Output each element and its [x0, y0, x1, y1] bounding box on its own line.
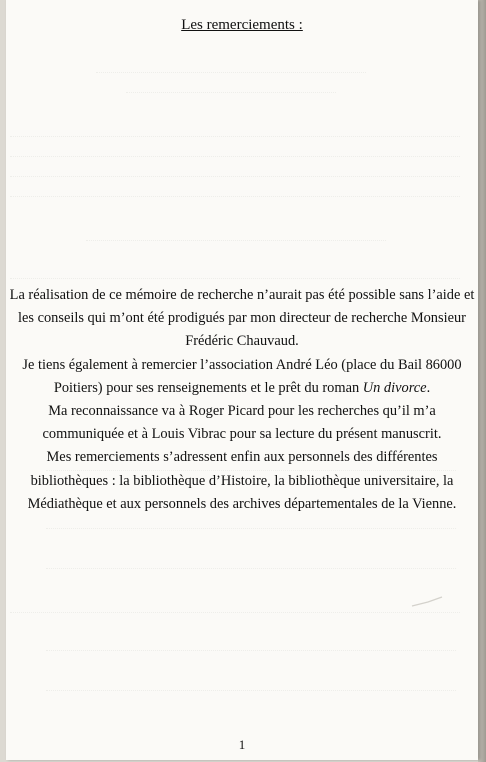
show-through-line: [10, 176, 460, 177]
show-through-line: [10, 612, 460, 613]
book-title: Un divorce: [362, 379, 427, 396]
show-through-line: [10, 196, 460, 197]
document-page: [6, 0, 478, 760]
paragraph-line: communiquée et à Louis Vibrac pour sa lecture du présent manuscrit.: [42, 426, 442, 443]
show-through-line: [10, 136, 460, 137]
paragraph-line: Je tiens également à remercier l’association André Léo (place du Bail 86000: [22, 356, 462, 373]
paragraph-line: bibliothèques : la bibliothèque d’Histoire, la bibliothèque universitaire, la: [30, 472, 454, 489]
show-through-line: [46, 568, 456, 569]
pen-mark-icon: [410, 596, 444, 608]
paragraph-line: Médiathèque et aux personnels des archives départementales de la Vienne.: [27, 495, 457, 512]
page-number: 1: [238, 737, 246, 752]
show-through-line: [126, 92, 336, 93]
line-text: Poitiers) pour ses renseignements et le prêt du roman: [53, 379, 363, 396]
show-through-line: [10, 156, 460, 157]
paragraph-line: Ma reconnaissance va à Roger Picard pour les recherches qu’il m’a: [48, 403, 436, 420]
show-through-line: [46, 528, 456, 529]
paragraph-line: les conseils qui m’ont été prodigués par mon directeur de recherche Monsieur: [18, 310, 466, 327]
line-punctuation: .: [426, 379, 431, 396]
page-edge-shadow: [478, 0, 486, 762]
page-title: Les remerciements :: [181, 17, 303, 33]
paragraph-line: Mes remerciements s’adressent enfin aux personnels des différentes: [46, 449, 438, 466]
acknowledgements-body: [6, 284, 478, 516]
show-through-line: [10, 278, 460, 279]
paragraph-line: [6, 377, 478, 400]
paragraph-line: Frédéric Chauvaud.: [185, 333, 299, 350]
show-through-line: [86, 240, 386, 241]
show-through-line: [46, 650, 456, 651]
paragraph-line: La réalisation de ce mémoire de recherche n’aurait pas été possible sans l’aide et: [9, 287, 475, 303]
show-through-line: [96, 72, 366, 73]
show-through-line: [46, 690, 456, 691]
